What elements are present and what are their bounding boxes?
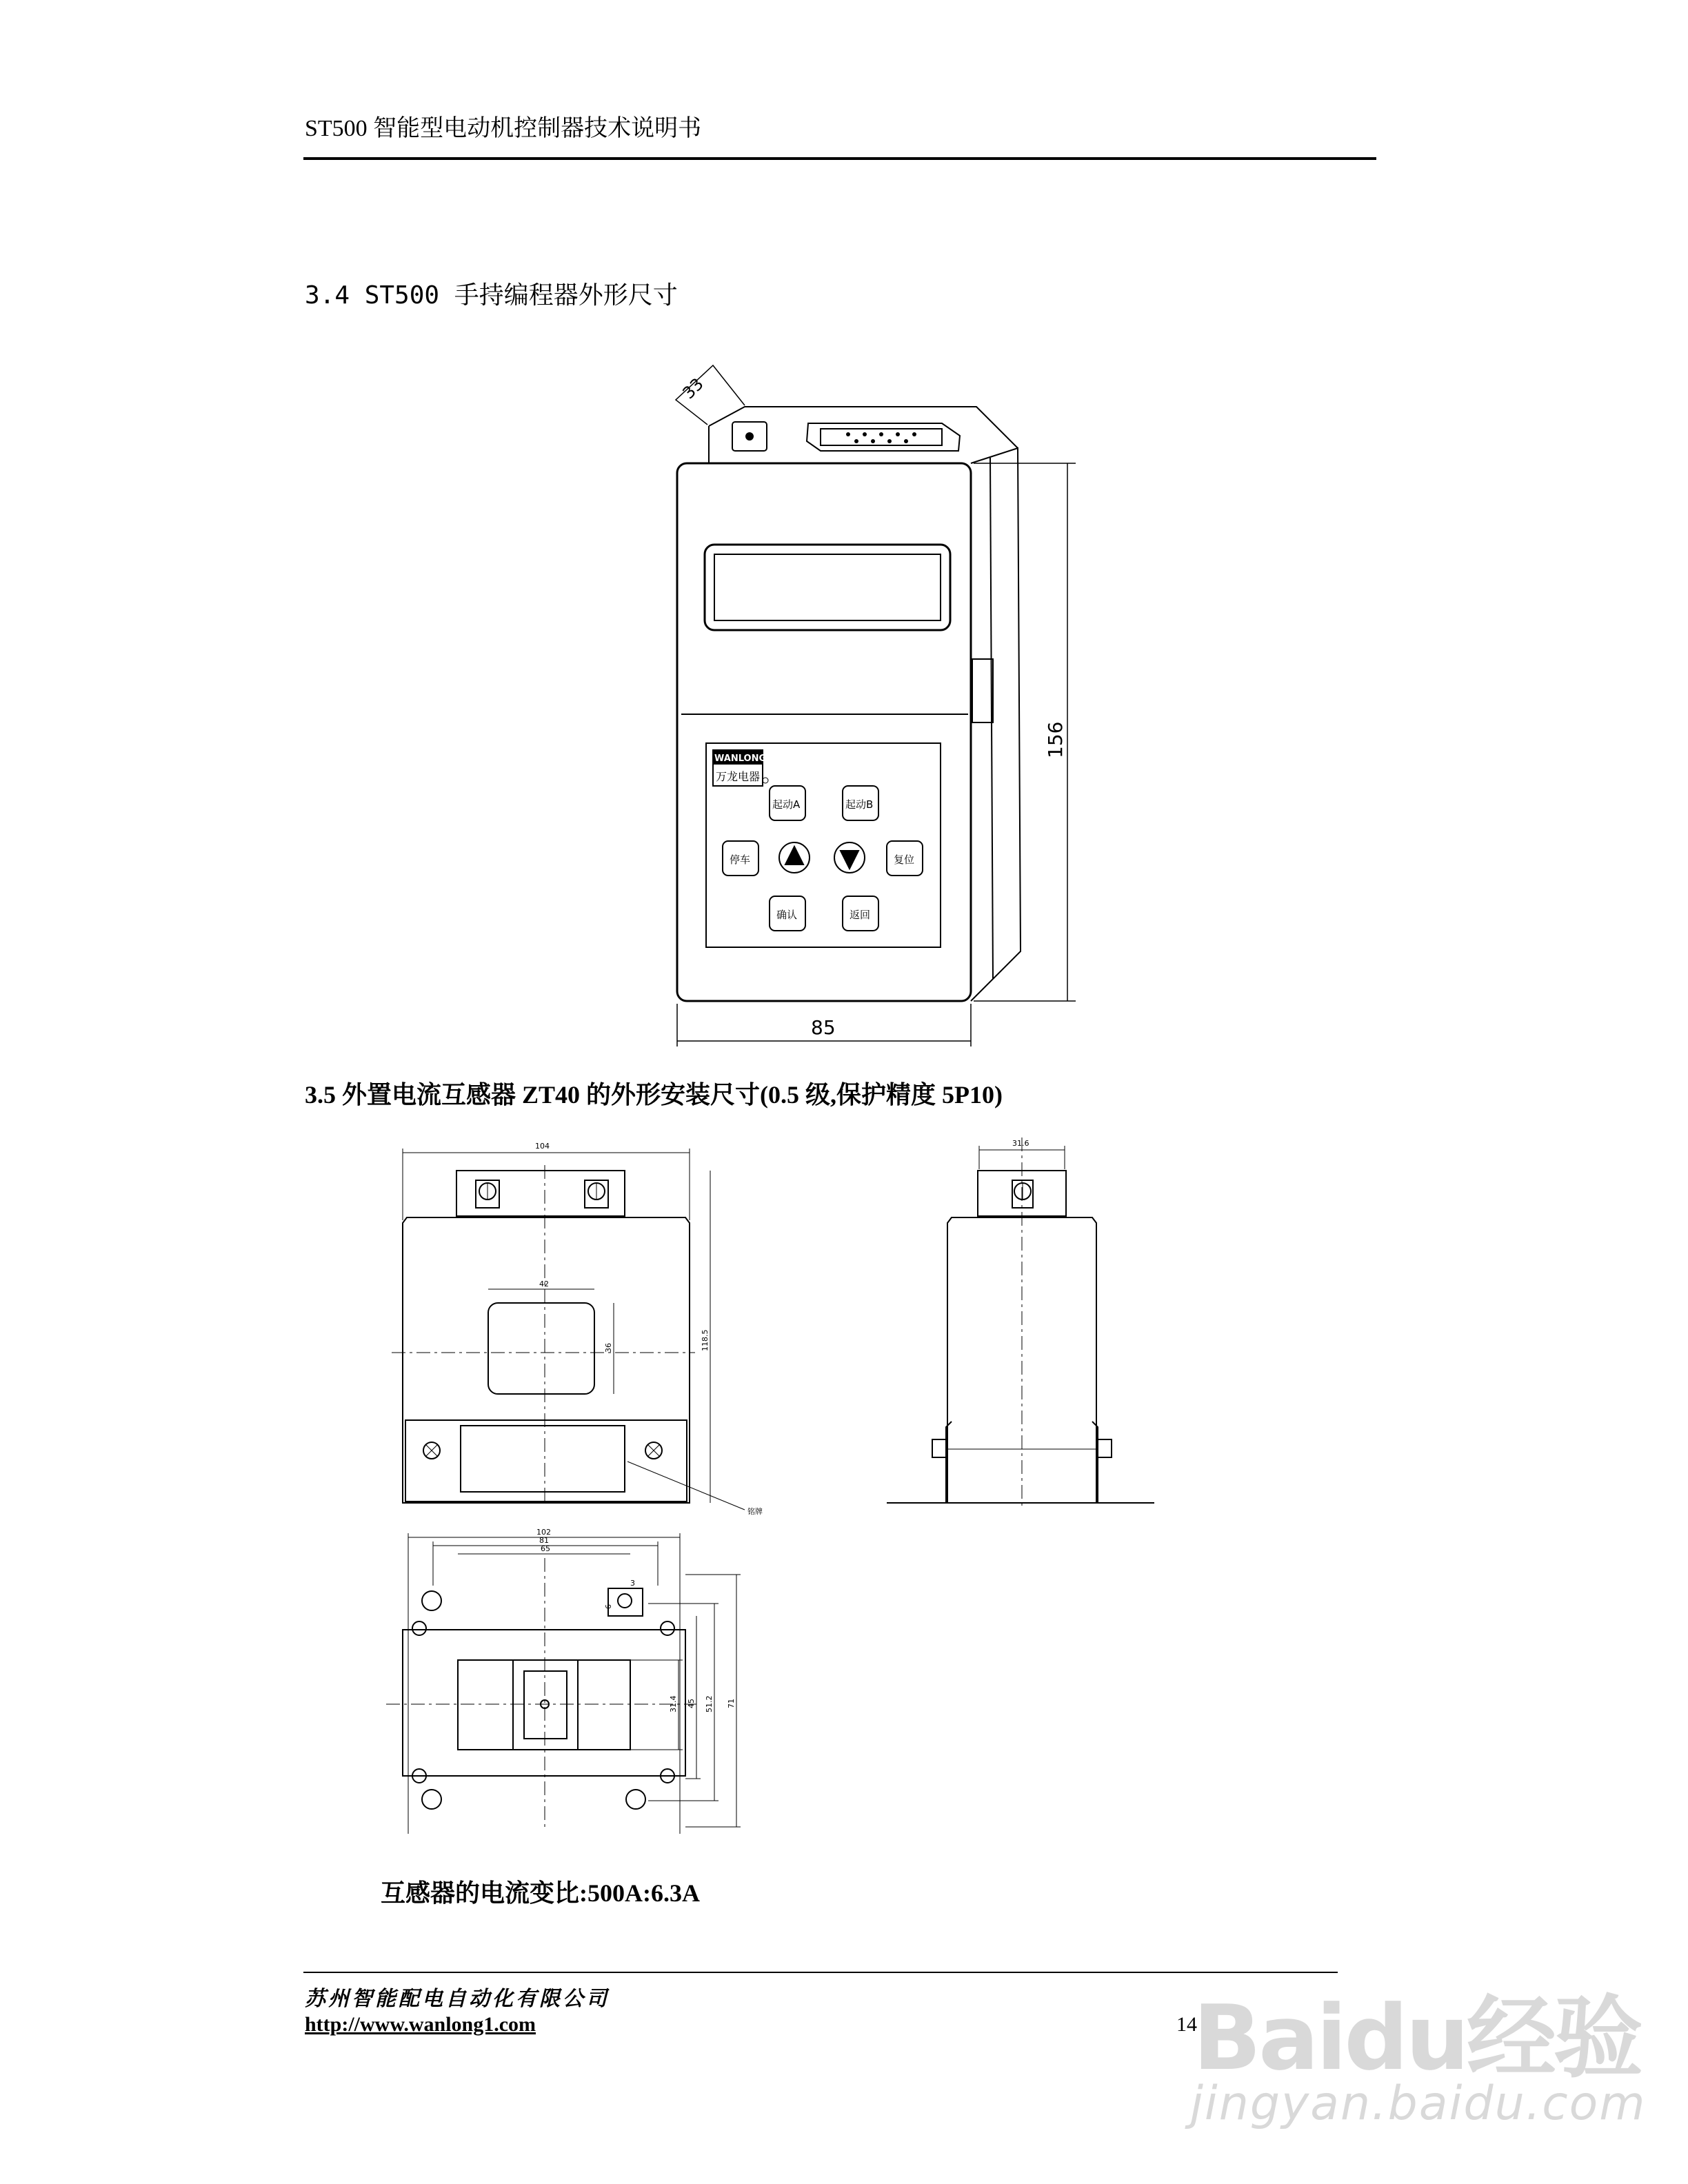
dim-33-label: 33 [679,374,707,403]
key-start-a: 起动A [772,798,801,811]
dim-156-label: 156 [1044,721,1067,758]
front-dim-width: 104 [535,1142,550,1151]
brand-name-text: 万龙电器 [716,770,761,783]
bottom-dim-h1: 45 [687,1699,696,1708]
bottom-dim-width-b: 81 [539,1536,549,1545]
key-reset: 复位 [894,853,915,866]
ct-front-labels [535,1142,763,1516]
bottom-dim-h3: 71 [727,1699,736,1708]
key-confirm: 确认 [776,909,798,921]
side-dim-width: 31.6 [1012,1139,1029,1148]
front-dim-height: 118.5 [701,1329,710,1351]
document-header-title: ST500 智能型电动机控制器技术说明书 [305,116,702,141]
front-dim-window-height: 36 [604,1343,613,1353]
brand-logo-text: WANLONG [714,754,767,764]
section-3-4-heading: 3.4 ST500 手持编程器外形尺寸 [305,281,678,310]
footer-company: 苏州智能配电自动化有限公司 [305,1987,610,2011]
programmer-drawing [676,365,1076,1046]
watermark-brand: Baidu经验 [1193,1985,1640,2090]
bottom-dim-h2: 51.2 [705,1695,714,1712]
bottom-dim-window-h: 31.4 [669,1695,678,1712]
bottom-dim-hole-spacing: 3 [630,1579,635,1588]
ct-bottom-view [386,1533,741,1834]
front-nameplate-label: 铭牌 [747,1507,763,1516]
dim-85-label: 85 [811,1016,836,1039]
section-3-5-heading: 3.5 外置电流互感器 ZT40 的外形安装尺寸(0.5 级,保护精度 5P10) [305,1081,1003,1109]
footer-divider [303,1972,1338,1973]
key-stop: 停车 [730,853,751,866]
programmer-labels [679,374,1067,1039]
bottom-dim-width-a: 102 [536,1528,551,1537]
ct-side-view [887,1138,1154,1510]
page-number: 14 [1176,2013,1197,2036]
bottom-dim-width-c: 65 [541,1544,550,1553]
watermark-url: jingyan.baidu.com [1190,2076,1647,2131]
footer-website-link[interactable]: http://www.wanlong1.com [305,2013,536,2036]
key-back: 返回 [850,909,871,921]
bottom-dim-hole: 6 [604,1604,613,1609]
front-dim-window-width: 42 [539,1280,549,1288]
ct-side-labels [1012,1139,1029,1148]
ct-front-view [392,1149,745,1510]
current-ratio-text: 互感器的电流变比:500A:6.3A [381,1879,700,1907]
key-start-b: 起动B [845,798,874,811]
